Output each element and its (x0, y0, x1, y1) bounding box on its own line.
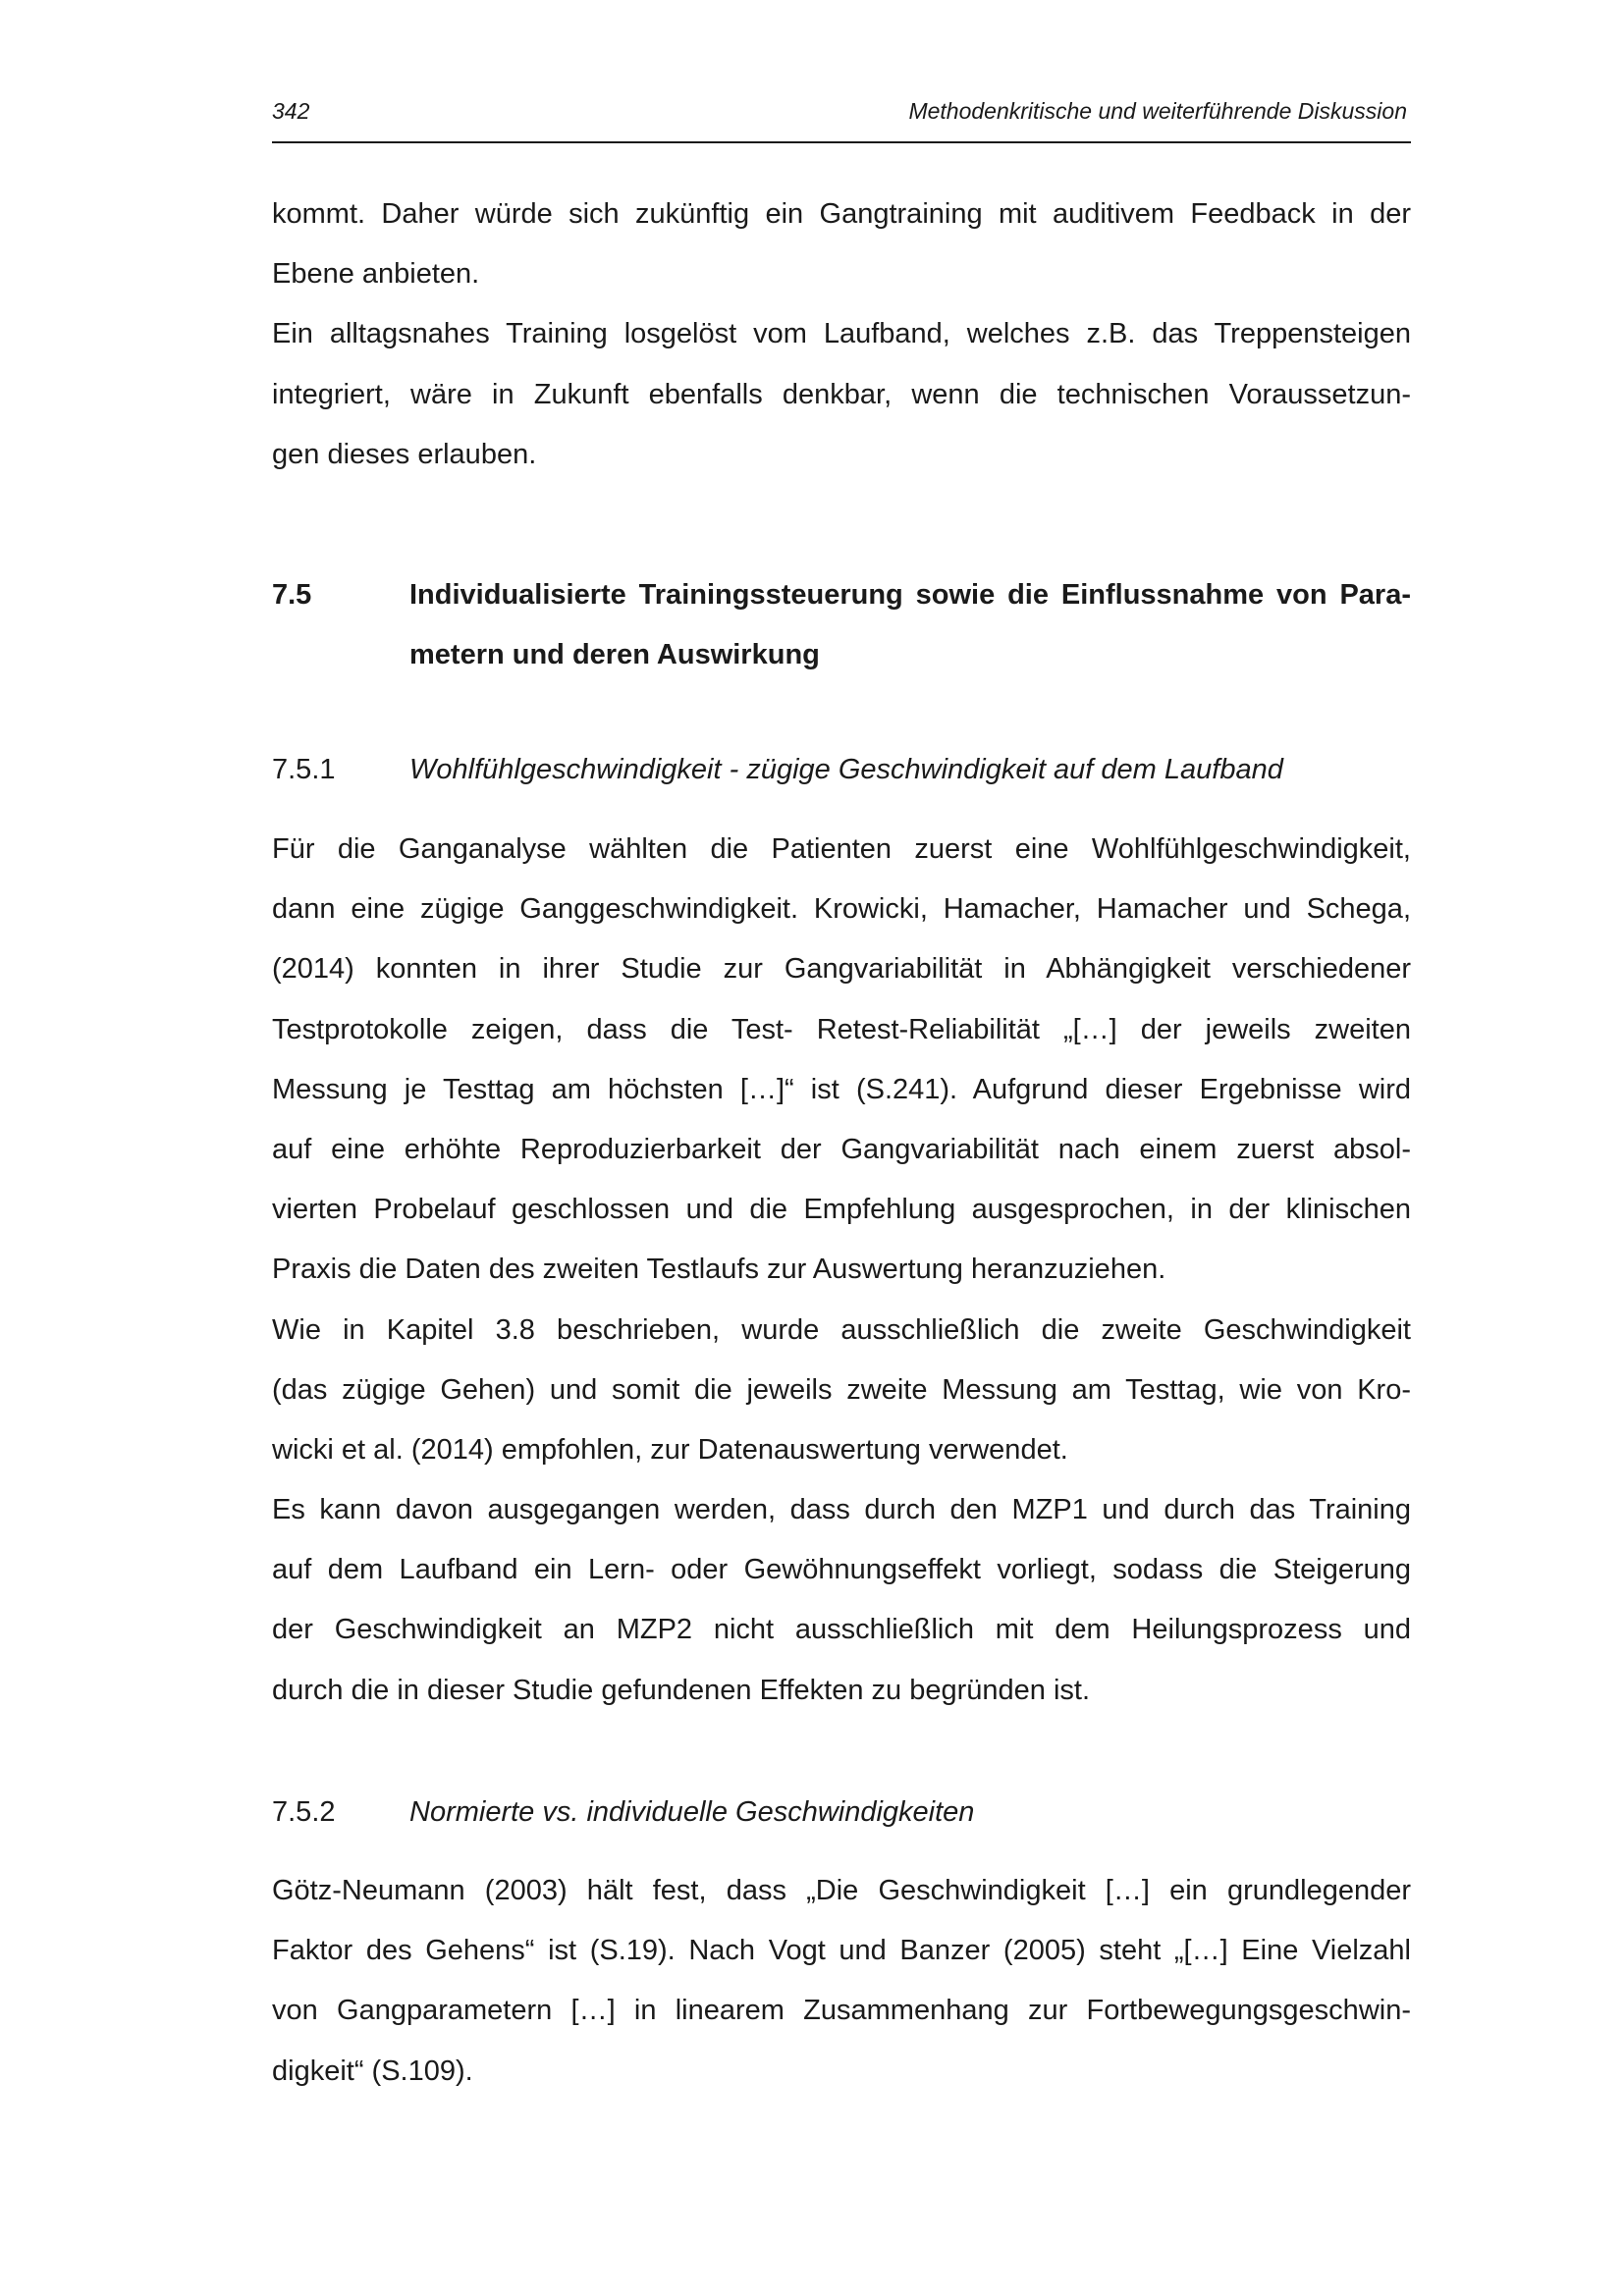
text-line: gen dieses erlauben. (272, 438, 537, 470)
section-title-line: Individualisierte Trainingssteuerung sowie die Einflussnahme von Para- (409, 579, 1411, 611)
text-line: Es kann davon ausgegangen werden, dass durch den MZP1 und durch das Training (272, 1494, 1411, 1526)
subsection-number: 7.5.2 (272, 1796, 336, 1828)
text-line: wicki et al. (2014) empfohlen, zur Datenauswertung verwendet. (272, 1433, 1068, 1466)
text-line: Für die Ganganalyse wählten die Patienten zuerst eine Wohlfühlgeschwindigkeit, (272, 833, 1411, 865)
page-header (272, 94, 1411, 143)
text-line: Messung je Testtag am höchsten […]“ ist (S.241). Aufgrund dieser Ergebnisse wird (272, 1073, 1411, 1105)
text-line: dann eine zügige Ganggeschwindigkeit. Krowicki, Hamacher, Hamacher und Schega, (272, 893, 1411, 926)
text-line: auf eine erhöhte Reproduzierbarkeit der Gangvariabilität nach einem zuerst absol- (272, 1133, 1411, 1165)
text-line: Praxis die Daten des zweiten Testlaufs zur Auswertung heranzuziehen. (272, 1254, 1166, 1286)
text-line: digkeit“ (S.109). (272, 2055, 473, 2087)
text-line: vierten Probelauf geschlossen und die Empfehlung ausgesprochen, in der klinischen (272, 1194, 1411, 1226)
subsection-number: 7.5.1 (272, 754, 336, 785)
intro-paragraph (272, 185, 1411, 485)
text-line: Ein alltagsnahes Training losgelöst vom Laufband, welches z.B. das Treppensteigen (272, 318, 1411, 350)
text-line: integriert, wäre in Zukunft ebenfalls denkbar, wenn die technischen Voraussetzun- (272, 378, 1411, 410)
text-line: kommt. Daher würde sich zukünftig ein Gangtraining mit auditivem Feedback in der (272, 198, 1411, 230)
text-line: Wie in Kapitel 3.8 beschrieben, wurde ausschließlich die zweite Geschwindigkeit (272, 1313, 1411, 1346)
text-line: Testprotokolle zeigen, dass die Test- Retest-Reliabilität „[…] der jeweils zweiten (272, 1013, 1411, 1045)
text-line: Ebene anbieten. (272, 258, 480, 291)
section-title (409, 565, 1411, 685)
section-title-line: metern und deren Auswirkung (409, 639, 820, 670)
text-line: der Geschwindigkeit an MZP2 nicht ausschließlich mit dem Heilungsprozess und (272, 1614, 1411, 1646)
page-number: 342 (272, 98, 310, 124)
text-line: (das zügige Gehen) und somit die jeweils zweite Messung am Testtag, wie von Kro- (272, 1373, 1411, 1406)
subsection-title: Wohlfühlgeschwindigkeit - zügige Geschwindigkeit auf dem Laufband (409, 754, 1283, 785)
section-number: 7.5 (272, 579, 312, 611)
text-line: (2014) konnten in ihrer Studie zur Gangvariabilität in Abhängigkeit verschiedener (272, 953, 1411, 986)
subsection-title: Normierte vs. individuelle Geschwindigkeiten (409, 1796, 975, 1828)
subsection-body (272, 1861, 1411, 2102)
text-line: durch die in dieser Studie gefundenen Effekten zu begründen ist. (272, 1674, 1090, 1706)
running-title: Methodenkritische und weiterführende Diskussion (908, 98, 1407, 124)
subsection-body (272, 820, 1411, 1721)
text-line: auf dem Laufband ein Lern- oder Gewöhnungseffekt vorliegt, sodass die Steigerung (272, 1554, 1411, 1586)
text-line: Faktor des Gehens“ ist (S.19). Nach Vogt und Banzer (2005) steht „[…] Eine Vielzahl (272, 1935, 1411, 1967)
text-line: Götz-Neumann (2003) hält fest, dass „Die Geschwindigkeit […] ein grundlegender (272, 1875, 1411, 1906)
text-line: von Gangparametern […] in linearem Zusammenhang zur Fortbewegungsgeschwin- (272, 1995, 1411, 2027)
